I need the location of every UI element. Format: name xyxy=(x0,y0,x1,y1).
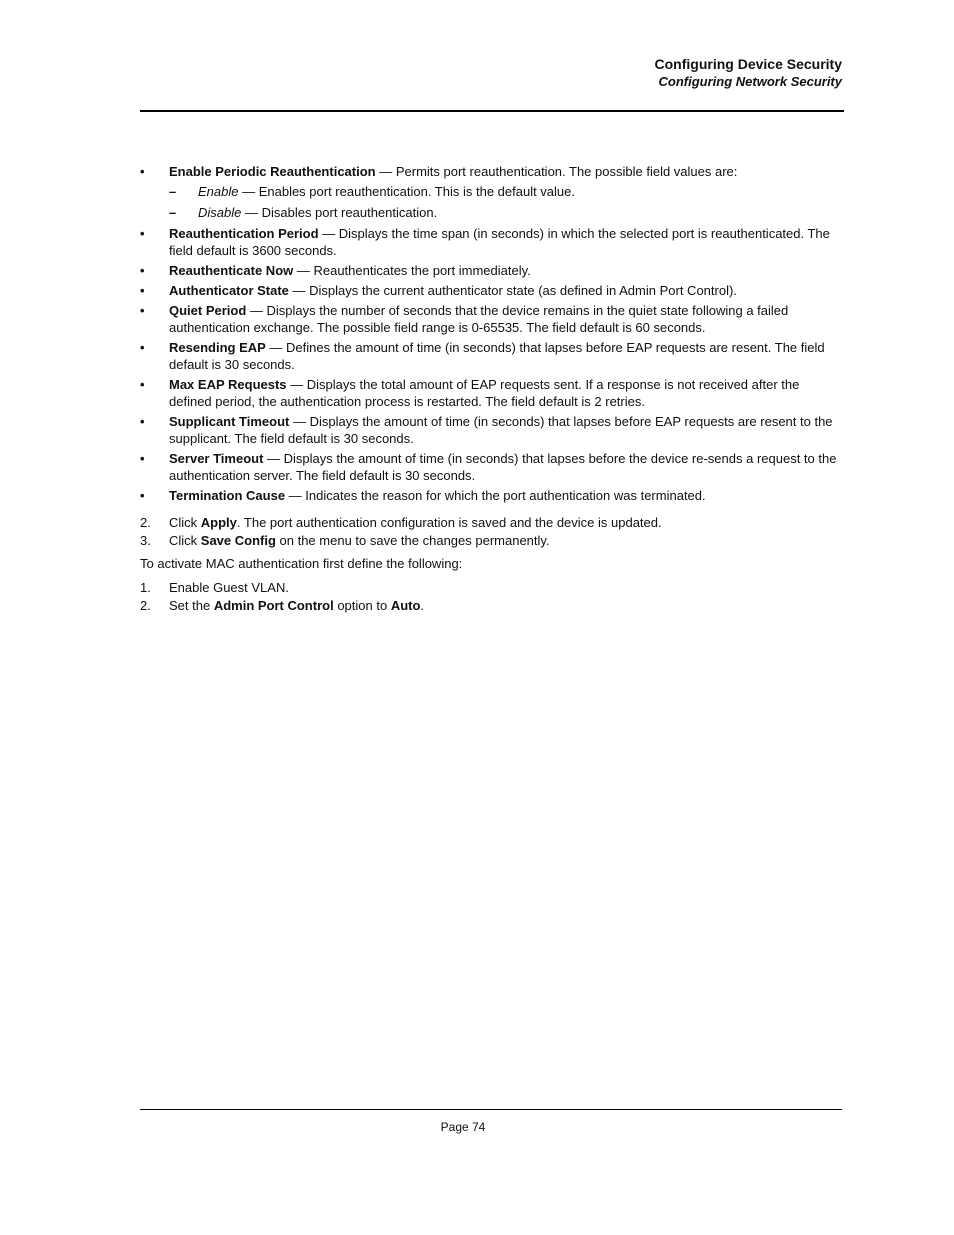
step-text: Enable Guest VLAN. xyxy=(169,580,289,595)
dash-marker: – xyxy=(169,205,177,220)
bullet-marker: • xyxy=(140,488,145,503)
step-text: . xyxy=(420,598,425,613)
step-text: option to xyxy=(333,598,391,613)
bullet-marker: • xyxy=(140,414,145,429)
chapter-title: Configuring Device Security xyxy=(654,56,842,72)
step-text: on the menu to save the changes permanently. xyxy=(275,533,550,548)
bullet-supplicant-timeout xyxy=(140,413,844,447)
bullet-reauthenticate-now xyxy=(140,262,844,279)
term: Reauthentication Period xyxy=(169,226,319,241)
bullet-server-timeout xyxy=(140,450,844,484)
step-enable-guest-vlan xyxy=(140,579,844,596)
spacer xyxy=(140,507,844,514)
step-set-admin-port-control xyxy=(140,597,844,614)
description: — Displays the current authenticator state (as defined in Admin Port Control). xyxy=(288,283,737,298)
description: — Displays the total amount of EAP requests sent. If a response is not received after the defined period, the authentication process is restarted. The field default is 2 retries. xyxy=(169,377,800,409)
section-title: Configuring Network Security xyxy=(658,74,842,89)
description: — Disables port reauthentication. xyxy=(241,205,438,220)
admin-port-control-label: Admin Port Control xyxy=(213,598,334,613)
description: — Permits port reauthentication. The possible field values are: xyxy=(375,164,738,179)
term: Disable xyxy=(198,205,242,220)
description: — Defines the amount of time (in seconds) that lapses before EAP requests are resent. The field default is 30 seconds. xyxy=(169,340,825,372)
dash-marker: – xyxy=(169,184,177,199)
term: Max EAP Requests xyxy=(169,377,287,392)
term: Reauthenticate Now xyxy=(169,263,294,278)
description: — Displays the amount of time (in seconds) that lapses before the device re-sends a request to the authentication server. The field default is 30 seconds. xyxy=(169,451,837,483)
mac-auth-intro: To activate MAC authentication first define the following: xyxy=(140,556,463,571)
description: — Reauthenticates the port immediately. xyxy=(293,263,531,278)
step-number: 3. xyxy=(140,533,151,548)
term: Enable Periodic Reauthentication xyxy=(169,164,376,179)
subitem-enable xyxy=(140,183,844,200)
bullet-marker: • xyxy=(140,303,145,318)
description: — Enables port reauthentication. This is the default value. xyxy=(238,184,575,199)
description: — Indicates the reason for which the port authentication was terminated. xyxy=(285,488,706,503)
term: Termination Cause xyxy=(169,488,286,503)
bullet-marker: • xyxy=(140,451,145,466)
bullet-termination-cause xyxy=(140,487,844,504)
term: Supplicant Timeout xyxy=(169,414,290,429)
running-header xyxy=(655,55,842,90)
step-number: 1. xyxy=(140,580,151,595)
bullet-marker: • xyxy=(140,377,145,392)
term: Enable xyxy=(198,184,239,199)
bullet-max-eap-requests xyxy=(140,376,844,410)
step-number: 2. xyxy=(140,515,151,530)
subitem-disable xyxy=(140,204,844,221)
step-text: Click xyxy=(169,533,201,548)
save-config-label: Save Config xyxy=(200,533,276,548)
bullet-marker: • xyxy=(140,263,145,278)
term: Server Timeout xyxy=(169,451,264,466)
bullet-quiet-period xyxy=(140,302,844,336)
description: — Displays the number of seconds that the device remains in the quiet state following a failed authentication exchange. The possible field range is 0-65535. The field default is 60 seconds. xyxy=(169,303,789,335)
bullet-marker: • xyxy=(140,164,145,179)
step-number: 2. xyxy=(140,598,151,613)
bullet-reauthentication-period xyxy=(140,225,844,259)
bullet-authenticator-state xyxy=(140,282,844,299)
page-body xyxy=(140,163,844,615)
bullet-marker: • xyxy=(140,283,145,298)
bullet-enable-periodic-reauthentication xyxy=(140,163,844,180)
term: Quiet Period xyxy=(169,303,247,318)
description: — Displays the amount of time (in seconds) that lapses before EAP requests are resent to the supplicant. The field default is 30 seconds. xyxy=(169,414,833,446)
step-text: Set the xyxy=(169,598,214,613)
auto-label: Auto xyxy=(390,598,421,613)
step-text: Click xyxy=(169,515,201,530)
header-divider xyxy=(140,110,844,112)
step-save-config xyxy=(140,532,844,549)
bullet-resending-eap xyxy=(140,339,844,373)
apply-label: Apply xyxy=(200,515,237,530)
step-text: . The port authentication configuration is saved and the device is updated. xyxy=(236,515,662,530)
description: — Displays the time span (in seconds) in which the selected port is reauthenticated. The field default is 3600 seconds. xyxy=(169,226,830,258)
bullet-marker: • xyxy=(140,226,145,241)
page-number: Page 74 xyxy=(440,1120,486,1134)
step-apply xyxy=(140,514,844,531)
footer-divider xyxy=(140,1109,842,1110)
term: Resending EAP xyxy=(169,340,266,355)
bullet-marker: • xyxy=(140,340,145,355)
term: Authenticator State xyxy=(169,283,289,298)
